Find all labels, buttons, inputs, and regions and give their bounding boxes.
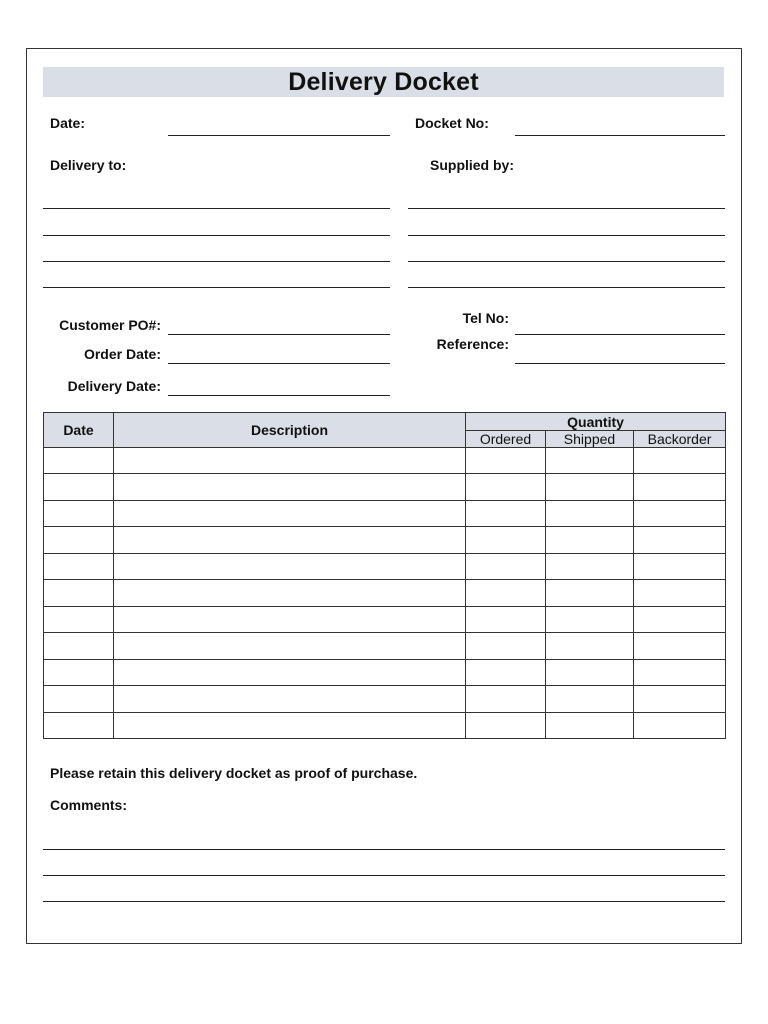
table-row	[44, 474, 726, 500]
ordered-column-header: Ordered	[466, 431, 546, 448]
retain-note: Please retain this delivery docket as proof of purchase.	[50, 765, 418, 781]
date-cell[interactable]	[44, 474, 114, 500]
date-cell[interactable]	[44, 659, 114, 685]
shipped-cell[interactable]	[546, 712, 634, 738]
description-cell[interactable]	[114, 580, 466, 606]
ordered-cell[interactable]	[466, 500, 546, 526]
ordered-cell[interactable]	[466, 448, 546, 474]
backorder-cell[interactable]	[634, 659, 726, 685]
comments-line-1[interactable]	[43, 849, 725, 850]
delivery-to-line-2[interactable]	[43, 235, 390, 236]
ordered-cell[interactable]	[466, 553, 546, 579]
shipped-cell[interactable]	[546, 606, 634, 632]
description-cell[interactable]	[114, 606, 466, 632]
description-cell[interactable]	[114, 659, 466, 685]
shipped-cell[interactable]	[546, 659, 634, 685]
shipped-cell[interactable]	[546, 448, 634, 474]
supplied-by-line-3[interactable]	[408, 261, 725, 262]
ordered-cell[interactable]	[466, 686, 546, 712]
shipped-cell[interactable]	[546, 580, 634, 606]
table-row	[44, 659, 726, 685]
supplied-by-label: Supplied by:	[430, 157, 514, 173]
date-label: Date:	[50, 115, 86, 131]
date-cell[interactable]	[44, 500, 114, 526]
supplied-by-line-1[interactable]	[408, 208, 725, 209]
shipped-cell[interactable]	[546, 500, 634, 526]
description-cell[interactable]	[114, 527, 466, 553]
date-cell[interactable]	[44, 527, 114, 553]
date-cell[interactable]	[44, 686, 114, 712]
comments-line-3[interactable]	[43, 901, 725, 902]
docket-no-field[interactable]	[515, 135, 725, 136]
table-row	[44, 580, 726, 606]
delivery-to-line-1[interactable]	[43, 208, 390, 209]
backorder-cell[interactable]	[634, 553, 726, 579]
ordered-cell[interactable]	[466, 659, 546, 685]
backorder-cell[interactable]	[634, 580, 726, 606]
supplied-by-line-2[interactable]	[408, 235, 725, 236]
date-cell[interactable]	[44, 448, 114, 474]
backorder-column-header: Backorder	[634, 431, 726, 448]
delivery-to-label: Delivery to:	[50, 157, 127, 173]
comments-line-2[interactable]	[43, 875, 725, 876]
backorder-cell[interactable]	[634, 448, 726, 474]
shipped-cell[interactable]	[546, 474, 634, 500]
page-title: Delivery Docket	[288, 68, 479, 96]
title-bar	[43, 67, 724, 97]
docket-no-label: Docket No:	[415, 115, 489, 131]
description-cell[interactable]	[114, 686, 466, 712]
table-row	[44, 633, 726, 659]
shipped-cell[interactable]	[546, 553, 634, 579]
tel-no-label: Tel No:	[462, 310, 509, 326]
supplied-by-line-4[interactable]	[408, 287, 725, 288]
table-row	[44, 527, 726, 553]
description-cell[interactable]	[114, 712, 466, 738]
description-column-header: Description	[114, 413, 466, 448]
delivery-date-label: Delivery Date:	[67, 378, 161, 394]
ordered-cell[interactable]	[466, 633, 546, 659]
order-date-label: Order Date:	[83, 346, 161, 362]
delivery-date-field[interactable]	[168, 395, 390, 396]
description-cell[interactable]	[114, 448, 466, 474]
backorder-cell[interactable]	[634, 474, 726, 500]
table-row	[44, 553, 726, 579]
table-row	[44, 606, 726, 632]
date-cell[interactable]	[44, 553, 114, 579]
shipped-cell[interactable]	[546, 686, 634, 712]
backorder-cell[interactable]	[634, 527, 726, 553]
backorder-cell[interactable]	[634, 606, 726, 632]
delivery-to-line-3[interactable]	[43, 261, 390, 262]
order-date-field[interactable]	[168, 363, 390, 364]
date-cell[interactable]	[44, 580, 114, 606]
ordered-cell[interactable]	[466, 580, 546, 606]
customer-po-label: Customer PO#:	[59, 317, 161, 333]
reference-field[interactable]	[515, 363, 725, 364]
table-row	[44, 448, 726, 474]
description-cell[interactable]	[114, 633, 466, 659]
ordered-cell[interactable]	[466, 474, 546, 500]
backorder-cell[interactable]	[634, 712, 726, 738]
items-table-body	[44, 448, 726, 739]
description-cell[interactable]	[114, 553, 466, 579]
reference-label: Reference:	[436, 336, 509, 352]
table-row	[44, 500, 726, 526]
table-row	[44, 686, 726, 712]
backorder-cell[interactable]	[634, 686, 726, 712]
date-cell[interactable]	[44, 712, 114, 738]
table-row	[44, 712, 726, 738]
backorder-cell[interactable]	[634, 500, 726, 526]
customer-po-field[interactable]	[168, 334, 390, 335]
ordered-cell[interactable]	[466, 712, 546, 738]
ordered-cell[interactable]	[466, 606, 546, 632]
shipped-cell[interactable]	[546, 527, 634, 553]
description-cell[interactable]	[114, 474, 466, 500]
shipped-cell[interactable]	[546, 633, 634, 659]
description-cell[interactable]	[114, 500, 466, 526]
items-table	[43, 412, 726, 739]
date-field[interactable]	[168, 135, 390, 136]
ordered-cell[interactable]	[466, 527, 546, 553]
shipped-column-header: Shipped	[546, 431, 634, 448]
comments-label: Comments:	[50, 797, 128, 813]
backorder-cell[interactable]	[634, 633, 726, 659]
date-column-header: Date	[44, 413, 114, 448]
delivery-to-line-4[interactable]	[43, 287, 390, 288]
tel-no-field[interactable]	[515, 334, 725, 335]
quantity-column-header: Quantity	[466, 413, 726, 431]
date-cell[interactable]	[44, 633, 114, 659]
date-cell[interactable]	[44, 606, 114, 632]
